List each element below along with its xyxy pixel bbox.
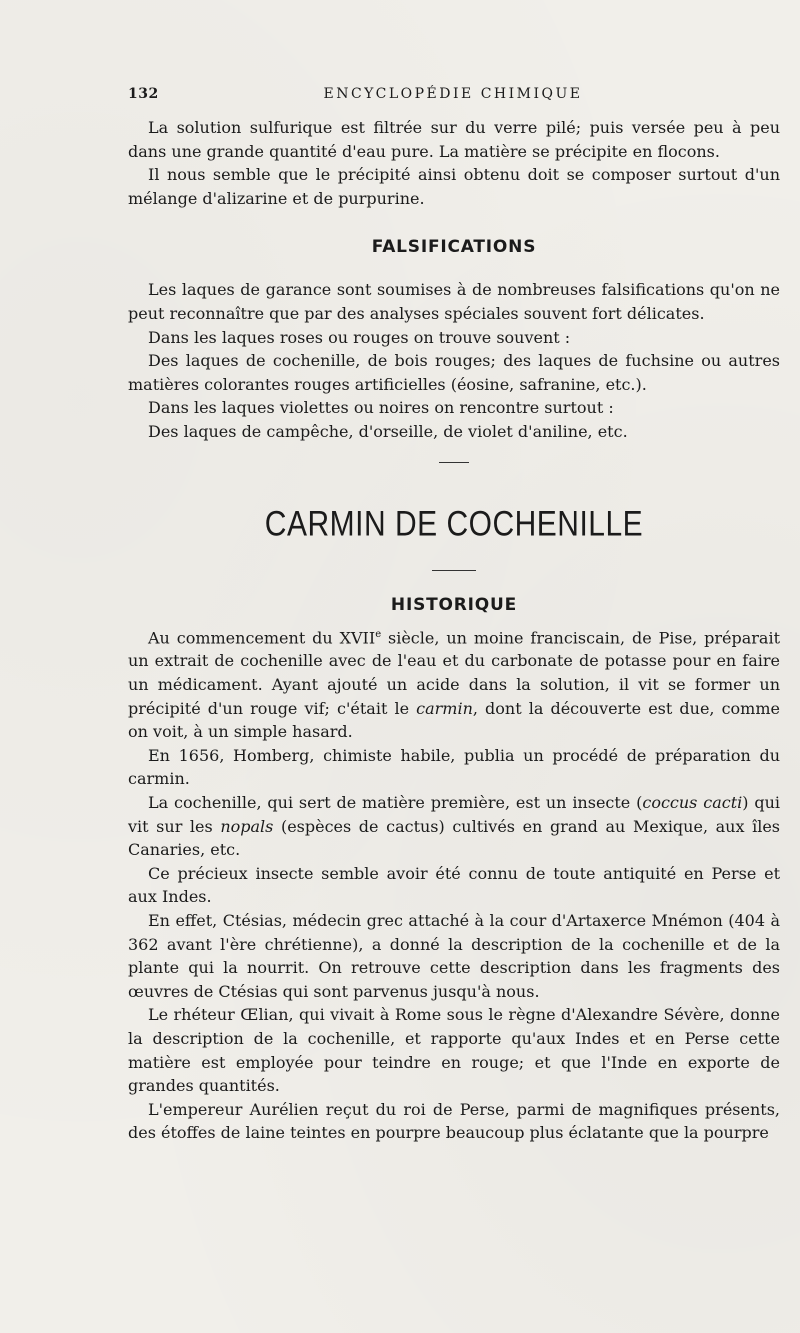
italic-term: carmin — [416, 698, 473, 718]
paragraph: En 1656, Homberg, chimiste habile, publia un procédé de préparation du carmin. — [128, 745, 780, 789]
section-heading-falsifications: FALSIFICATIONS — [371, 237, 537, 258]
text-run: , dont la découverte est due, comme on voit, à un simple hasard. — [128, 698, 780, 742]
text-run: ) qui vit sur les — [128, 793, 780, 836]
paragraph: L'empereur Aurélien reçut du roi de Perse, parmi de magnifiques présents, des étoffes de laine teintes en pourpre beaucoup plus éclatante que la pourpre — [128, 1099, 780, 1143]
paragraph: En effet, Ctésias, médecin grec attaché à la cour d'Artaxerce Mnémon (404 à 362 avant l'ère chrétienne), a donné la description de la cochenille et de la plante qui la nourrit. On retrouve cette description dans les fragments des œuvres de Ctésias qui sont parvenus jusqu'à nous. — [128, 910, 780, 1001]
paragraph: Dans les laques violettes ou noires on rencontre surtout : — [148, 398, 614, 418]
chapter-title: CARMIN DE COCHENILLE — [264, 504, 644, 544]
page-body — [128, 116, 780, 1145]
section-heading-historique: HISTORIQUE — [390, 594, 518, 615]
text-run: La cochenille, qui sert de matière première, est un insecte ( — [148, 793, 643, 813]
section-divider — [439, 462, 469, 463]
paragraph: Dans les laques roses ou rouges on trouve souvent : — [148, 327, 571, 347]
text-run: (espèces de cactus) cultivés en grand au Mexique, aux îles Canaries, etc. — [128, 816, 780, 860]
running-title: ENCYCLOPÉDIE CHIMIQUE — [323, 86, 583, 102]
italic-term: coccus cacti — [642, 793, 743, 813]
paragraph: Les laques de garance sont soumises à de nombreuses falsifications qu'on ne peut reconnaître que par des analyses spéciales souvent fort délicates. — [128, 280, 780, 323]
paragraph: Le rhéteur Œlian, qui vivait à Rome sous le règne d'Alexandre Sévère, donne la description de la cochenille, et rapporte qu'aux Indes et en Perse cette matière est employée pour teindre en rouge; et que l'Inde en exporte de grandes quantités. — [128, 1005, 780, 1096]
page-header — [128, 86, 778, 110]
paragraph: Il nous semble que le précipité ainsi obtenu doit se composer surtout d'un mélange d'alizarine et de purpurine. — [128, 165, 780, 208]
paragraph — [128, 623, 780, 744]
paragraph: Des laques de campêche, d'orseille, de violet d'aniline, etc. — [148, 421, 628, 441]
page-number: 132 — [128, 86, 159, 102]
paragraph — [128, 791, 780, 862]
paragraph: Ce précieux insecte semble avoir été connu de toute antiquité en Perse et aux Indes. — [128, 863, 780, 907]
text-run: Au commencement du XVII — [148, 627, 376, 647]
paragraph: La solution sulfurique est filtrée sur du verre pilé; puis versée peu à peu dans une grande quantité d'eau pure. La matière se précipite en flocons. — [128, 118, 780, 161]
text-run: siècle, un moine franciscain, de Pise, préparait un extrait de cochenille avec de l'eau et du carbonate de potasse pour en faire un médicament. Ayant ajouté un acide dans la solution, il vit se former un précipité d'un rouge vif; c'était le — [128, 627, 781, 718]
superscript: e — [375, 628, 382, 640]
chapter-divider — [432, 570, 476, 571]
italic-term: nopals — [220, 816, 274, 836]
paragraph: Des laques de cochenille, de bois rouges; des laques de fuchsine ou autres matières colorantes rouges artificielles (éosine, safranine, etc.). — [128, 351, 780, 394]
